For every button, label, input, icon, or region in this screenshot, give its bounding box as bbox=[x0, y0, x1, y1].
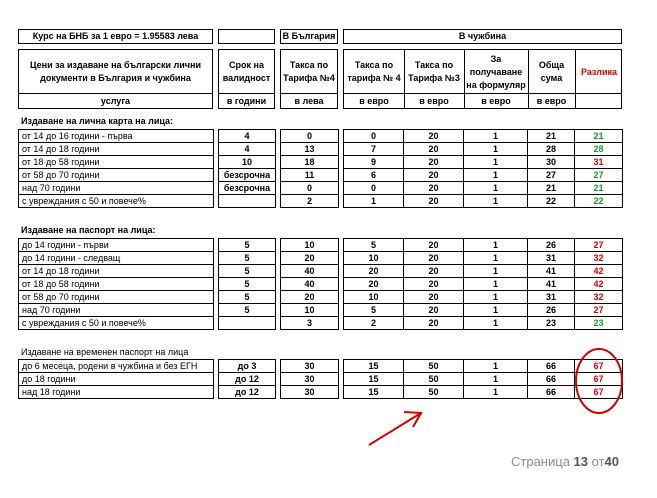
cell-service: от 58 до 70 години bbox=[19, 169, 214, 182]
cell-validity: безсрочна bbox=[219, 169, 276, 182]
cell-validity: до 3 bbox=[219, 360, 276, 373]
cell-total: 21 bbox=[528, 182, 575, 195]
cell-validity: 5 bbox=[219, 239, 276, 252]
cell-form: 1 bbox=[464, 386, 528, 399]
abroad-tariff4-label: Такса по тарифа № 4 bbox=[347, 60, 401, 83]
cell-total: 23 bbox=[528, 317, 575, 330]
cell-t4: 7 bbox=[344, 143, 404, 156]
rate-header: Курс на БНБ за 1 евро = 1.95583 лева bbox=[18, 29, 213, 44]
form-fee-label: За получаване на формуляр bbox=[466, 54, 526, 90]
section-title-id-card: Издаване на лична карта на лица: bbox=[21, 116, 174, 126]
cell-bg: 11 bbox=[281, 169, 339, 182]
section-title-temp-passport: Издаване на временен паспорт на лица bbox=[21, 347, 189, 357]
cell-form: 1 bbox=[464, 169, 528, 182]
cell-t3: 20 bbox=[404, 252, 464, 265]
cell-diff: 23 bbox=[575, 317, 623, 330]
cell-validity: 5 bbox=[219, 278, 276, 291]
cell-bg: 13 bbox=[281, 143, 339, 156]
cell-service: до 18 години bbox=[19, 373, 214, 386]
cell-service: над 70 години bbox=[19, 304, 214, 317]
cell-service: с увреждания с 50 и повече% bbox=[19, 317, 214, 330]
cell-t4: 0 bbox=[344, 130, 404, 143]
cell-diff: 27 bbox=[575, 304, 623, 317]
cell-t3: 20 bbox=[404, 239, 464, 252]
cell-validity: до 12 bbox=[219, 373, 276, 386]
cell-bg: 0 bbox=[281, 182, 339, 195]
cell-diff: 21 bbox=[575, 182, 623, 195]
cell-bg: 10 bbox=[281, 239, 339, 252]
cell-service: до 14 години - следващ bbox=[19, 252, 214, 265]
cell-service: от 58 до 70 години bbox=[19, 291, 214, 304]
cell-total: 27 bbox=[528, 169, 575, 182]
cell-total: 22 bbox=[528, 195, 575, 208]
cell-t3: 50 bbox=[404, 360, 464, 373]
page-word: Страница bbox=[511, 454, 570, 469]
cell-validity: 5 bbox=[219, 252, 276, 265]
cell-t3: 20 bbox=[404, 143, 464, 156]
cell-diff: 42 bbox=[575, 265, 623, 278]
cell-service: от 14 до 18 години bbox=[19, 143, 214, 156]
cell-form: 1 bbox=[464, 317, 528, 330]
cell-t3: 20 bbox=[404, 265, 464, 278]
abroad-tariff3-label: Такса по Тарифа №3 bbox=[408, 60, 460, 83]
cell-t4: 0 bbox=[344, 182, 404, 195]
cell-bg: 20 bbox=[281, 291, 339, 304]
cell-t4: 10 bbox=[344, 252, 404, 265]
cell-service: от 18 до 58 години bbox=[19, 156, 214, 169]
cell-form: 1 bbox=[464, 360, 528, 373]
cell-total: 26 bbox=[528, 304, 575, 317]
cell-bg: 18 bbox=[281, 156, 339, 169]
cell-bg: 30 bbox=[281, 360, 339, 373]
cell-t4: 6 bbox=[344, 169, 404, 182]
cell-total: 31 bbox=[528, 291, 575, 304]
arrow-shaft bbox=[369, 413, 421, 445]
cell-t3: 20 bbox=[404, 195, 464, 208]
cell-form: 1 bbox=[464, 373, 528, 386]
cell-service: над 18 години bbox=[19, 386, 214, 399]
cell-total: 28 bbox=[528, 143, 575, 156]
cell-validity: 5 bbox=[219, 265, 276, 278]
cell-service: с увреждания с 50 и повече% bbox=[19, 195, 214, 208]
section-title-passport: Издаване на паспорт на лица: bbox=[21, 225, 156, 235]
cell-bg: 30 bbox=[281, 373, 339, 386]
cell-t4: 10 bbox=[344, 291, 404, 304]
cell-form: 1 bbox=[464, 304, 528, 317]
cell-bg: 10 bbox=[281, 304, 339, 317]
cell-diff: 67 bbox=[575, 360, 623, 373]
total-unit: в евро bbox=[536, 96, 567, 106]
cell-t3: 20 bbox=[404, 130, 464, 143]
cell-t3: 50 bbox=[404, 386, 464, 399]
cell-total: 30 bbox=[528, 156, 575, 169]
highlight-ellipse bbox=[576, 349, 622, 413]
cell-total: 41 bbox=[528, 278, 575, 291]
cell-service: от 14 до 16 години - първа bbox=[19, 130, 214, 143]
cell-diff: 27 bbox=[575, 169, 623, 182]
cell-diff: 32 bbox=[575, 291, 623, 304]
cell-t4: 15 bbox=[344, 386, 404, 399]
cell-service: от 14 до 18 години bbox=[19, 265, 214, 278]
cell-t3: 20 bbox=[404, 317, 464, 330]
validity-label: Срок на валидност bbox=[222, 60, 271, 83]
cell-diff: 28 bbox=[575, 143, 623, 156]
cell-bg: 20 bbox=[281, 252, 339, 265]
cell-total: 31 bbox=[528, 252, 575, 265]
cell-total: 66 bbox=[528, 373, 575, 386]
cell-t3: 50 bbox=[404, 373, 464, 386]
cell-validity: безсрочна bbox=[219, 182, 276, 195]
cell-validity: 4 bbox=[219, 130, 276, 143]
service-unit: услуга bbox=[100, 96, 131, 106]
bulgaria-header: В България bbox=[280, 29, 338, 44]
cell-t3: 20 bbox=[404, 304, 464, 317]
cell-service: над 70 години bbox=[19, 182, 214, 195]
cell-diff: 31 bbox=[575, 156, 623, 169]
cell-form: 1 bbox=[464, 130, 528, 143]
form-fee-unit: в евро bbox=[481, 96, 511, 106]
total-pages: 40 bbox=[604, 454, 620, 469]
cell-validity: 5 bbox=[219, 291, 276, 304]
cell-t4: 20 bbox=[344, 265, 404, 278]
cell-form: 1 bbox=[464, 291, 528, 304]
cell-form: 1 bbox=[464, 265, 528, 278]
difference-label: Разлика bbox=[580, 67, 618, 77]
cell-validity: 4 bbox=[219, 143, 276, 156]
cell-bg: 40 bbox=[281, 278, 339, 291]
cell-validity: 5 bbox=[219, 304, 276, 317]
cell-form: 1 bbox=[464, 143, 528, 156]
cell-diff: 67 bbox=[575, 386, 623, 399]
cell-diff: 27 bbox=[575, 239, 623, 252]
cell-total: 41 bbox=[528, 265, 575, 278]
cell-total: 66 bbox=[528, 360, 575, 373]
cell-diff: 32 bbox=[575, 252, 623, 265]
cell-bg: 40 bbox=[281, 265, 339, 278]
cell-t3: 20 bbox=[404, 291, 464, 304]
validity-unit: в години bbox=[226, 96, 267, 106]
cell-service: от 18 до 58 години bbox=[19, 278, 214, 291]
cell-diff: 42 bbox=[575, 278, 623, 291]
cell-total: 21 bbox=[528, 130, 575, 143]
page-number: 13 bbox=[573, 454, 589, 469]
cell-t4: 5 bbox=[344, 239, 404, 252]
cell-bg: 0 bbox=[281, 130, 339, 143]
cell-form: 1 bbox=[464, 156, 528, 169]
cell-form: 1 bbox=[464, 239, 528, 252]
cell-t3: 20 bbox=[404, 156, 464, 169]
cell-total: 66 bbox=[528, 386, 575, 399]
cell-validity: 10 bbox=[219, 156, 276, 169]
cell-diff: 21 bbox=[575, 130, 623, 143]
cell-diff: 22 bbox=[575, 195, 623, 208]
abroad-tariff3-unit: в евро bbox=[419, 96, 449, 106]
tariff4-unit: в лева bbox=[294, 96, 324, 106]
cell-t3: 20 bbox=[404, 182, 464, 195]
cell-bg: 2 bbox=[281, 195, 339, 208]
cell-form: 1 bbox=[464, 195, 528, 208]
cell-t3: 20 bbox=[404, 278, 464, 291]
tariff4-label: Такса по Тарифа №4 bbox=[283, 60, 335, 83]
cell-bg: 3 bbox=[281, 317, 339, 330]
total-label: Обща сума bbox=[538, 60, 565, 83]
cell-t4: 2 bbox=[344, 317, 404, 330]
cell-form: 1 bbox=[464, 278, 528, 291]
cell-form: 1 bbox=[464, 182, 528, 195]
cell-t4: 15 bbox=[344, 373, 404, 386]
cell-validity: до 12 bbox=[219, 386, 276, 399]
cell-t4: 1 bbox=[344, 195, 404, 208]
cell-form: 1 bbox=[464, 252, 528, 265]
cell-service: до 14 години - първи bbox=[19, 239, 214, 252]
cell-t4: 9 bbox=[344, 156, 404, 169]
cell-bg: 30 bbox=[281, 386, 339, 399]
cell-t3: 20 bbox=[404, 169, 464, 182]
of-word: от bbox=[591, 454, 605, 469]
cell-service: до 6 месеца, родени в чужбина и без ЕГН bbox=[19, 360, 214, 373]
abroad-tariff4-unit: в евро bbox=[359, 96, 389, 106]
abroad-header: В чужбина bbox=[343, 29, 622, 44]
cell-t4: 20 bbox=[344, 278, 404, 291]
cell-t4: 5 bbox=[344, 304, 404, 317]
cell-diff: 67 bbox=[575, 373, 623, 386]
cell-t4: 15 bbox=[344, 360, 404, 373]
service-title: Цени за издаване на български лични документи в България и чужбина bbox=[29, 60, 201, 83]
cell-total: 26 bbox=[528, 239, 575, 252]
